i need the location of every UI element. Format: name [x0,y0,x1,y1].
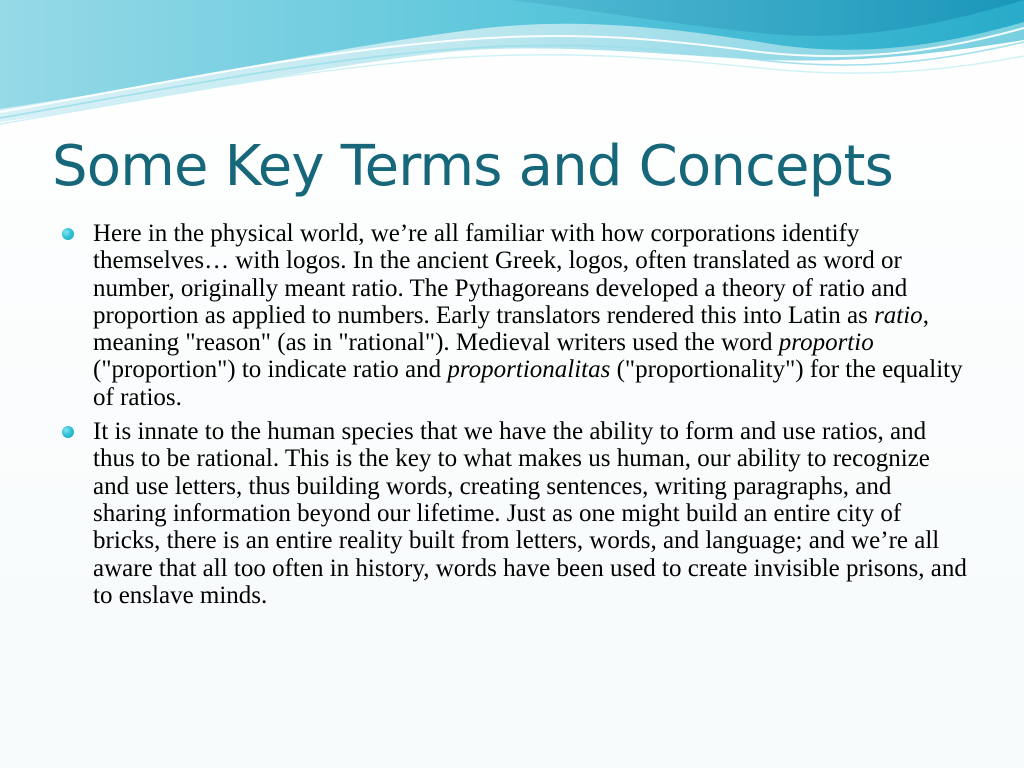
decorative-wave-header [0,0,1024,130]
bullet-list [60,220,970,616]
list-item [60,220,970,411]
bullet-dot-icon [62,426,74,438]
bullet-dot-icon [62,228,74,240]
italic-term-proportionalitas: proportionalitas [447,356,611,384]
italic-term-ratio: ratio [874,301,923,329]
list-item [60,418,970,609]
text-segment: ("proportionality") for the equality of ratios. [93,356,963,411]
bullet-text [93,220,970,411]
slide-title: Some Key Terms and Concepts [52,134,893,199]
bullet-text: It is innate to the human species that we have the ability to form and use ratios, and thus to be rational. This is the key to what makes us human, our ability to recognize and use letters, thus building words, creating sentences, writing paragraphs, and sharing information beyond our lifetime. Just as one might build an entire city of bricks, there is an entire reality built from letters, words, and language; and we’re all aware that all too often in history, words have been used to create invisible prisons, and to enslave minds. [93,418,967,609]
italic-term-proportio: proportio [778,329,874,357]
text-segment: Here in the physical world, we’re all familiar with how corporations identify themselves… with logos. In the ancient Greek, logos, often translated as word or number, originally meant ratio. The Pythagoreans developed a theory of ratio and proportion as applied to numbers. Early translators rendered this into Latin as [93,220,908,329]
text-segment: , meaning "reason" (as in "rational"). Medieval writers used the word [93,301,929,357]
text-segment: ("proportion") to indicate ratio and [93,356,448,384]
